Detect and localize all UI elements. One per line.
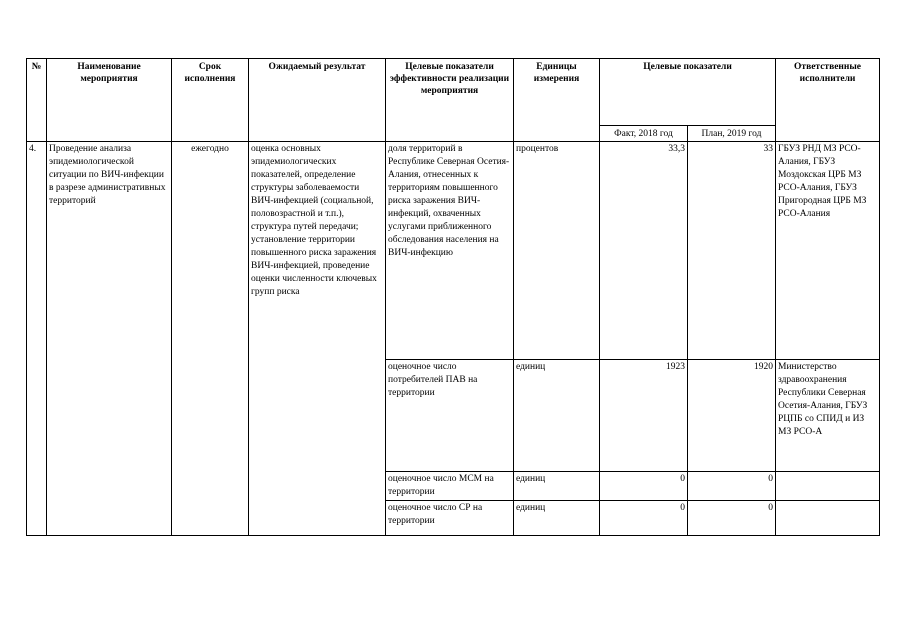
indicator-responsible: ГБУЗ РНД МЗ РСО-Алания, ГБУЗ Моздокская ЦРБ МЗ РСО-Алания, ГБУЗ Пригородная ЦРБ МЗ РСО-Алания [776, 142, 880, 360]
indicator-plan: 0 [688, 501, 776, 536]
indicator-responsible [776, 501, 880, 536]
col-header-plan: План, 2019 год [688, 126, 776, 142]
row-result: оценка основных эпидемиологических показателей, определение структуры заболеваемости ВИЧ-инфекцией (социальной, половозрастной и т.п.), структура путей передачи; установление территории повышенного риска заражения ВИЧ-инфекцией, проведение оценки численности ключевых групп риска [249, 142, 386, 536]
indicator-plan: 1920 [688, 360, 776, 472]
indicator-unit: процентов [514, 142, 600, 360]
col-header-target: Целевые показатели [600, 59, 776, 126]
table-row [27, 142, 880, 360]
indicator-name: оценочное число СР на территории [386, 501, 514, 536]
indicator-name: оценочное число МСМ на территории [386, 472, 514, 501]
indicator-fact: 0 [600, 472, 688, 501]
indicator-unit: единиц [514, 360, 600, 472]
col-header-indicators: Целевые показатели эффективности реализации мероприятия [386, 59, 514, 142]
indicator-name: оценочное число потребителей ПАВ на территории [386, 360, 514, 472]
row-name: Проведение анализа эпидемиологической ситуации по ВИЧ-инфекции в разрезе административных территорий [47, 142, 172, 536]
plan-table [26, 58, 880, 536]
col-header-result: Ожидаемый результат [249, 59, 386, 142]
indicator-responsible: Министерство здравоохранения Республики Северная Осетия-Алания, ГБУЗ РЦПБ со СПИД и ИЗ МЗ РСО-А [776, 360, 880, 472]
indicator-fact: 33,3 [600, 142, 688, 360]
row-term: ежегодно [172, 142, 249, 536]
indicator-responsible [776, 472, 880, 501]
col-header-fact: Факт, 2018 год [600, 126, 688, 142]
indicator-fact: 1923 [600, 360, 688, 472]
indicator-unit: единиц [514, 501, 600, 536]
indicator-plan: 0 [688, 472, 776, 501]
col-header-responsible: Ответственные исполнители [776, 59, 880, 142]
indicator-fact: 0 [600, 501, 688, 536]
indicator-name: доля территорий в Республике Северная Осетия-Алания, отнесенных к территориям повышенного риска заражения ВИЧ-инфекций, охваченных услугами приближенного обследования населения на ВИЧ-инфекцию [386, 142, 514, 360]
col-header-units: Единицы измерения [514, 59, 600, 142]
indicator-unit: единиц [514, 472, 600, 501]
col-header-name: Наименование мероприятия [47, 59, 172, 142]
row-num: 4. [27, 142, 47, 536]
col-header-num: № [27, 59, 47, 142]
col-header-term: Срок исполнения [172, 59, 249, 142]
indicator-plan: 33 [688, 142, 776, 360]
